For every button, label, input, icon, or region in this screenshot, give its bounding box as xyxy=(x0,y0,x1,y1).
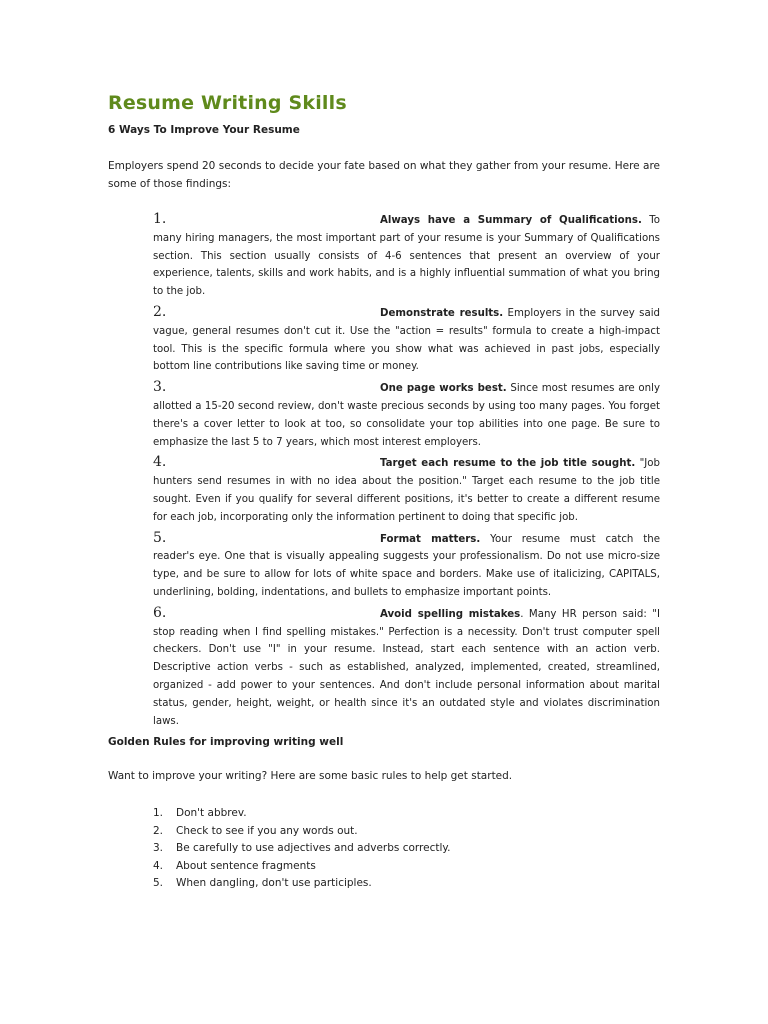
way-text: To many hiring managers, the most important part of your resume is your Summary of Qualifications section. This section usually consists of 4-6 sentences that present an overview of your experience, talents, skills and work habits, and is a highly influential summation of what you bring to the job. xyxy=(153,215,660,298)
way-text: Since most resumes are only allotted a 15-20 second review, don't waste precious seconds by using too many pages. You forget there's a cover letter to look at too, so consolidate your top abilities into one page. Be sure to emphasize the last 5 to 7 years, which most interest employers. xyxy=(153,383,660,448)
page-subtitle: 6 Ways To Improve Your Resume xyxy=(108,124,300,136)
way-heading: Target each resume to the job title sought. xyxy=(380,458,636,470)
way-number: 5. xyxy=(153,529,167,546)
golden-rules-heading: Golden Rules for improving writing well xyxy=(108,736,344,748)
golden-rules-intro: Want to improve your writing? Here are some basic rules to help get started. xyxy=(108,770,513,782)
way-number: 1. xyxy=(153,211,167,227)
way-item xyxy=(153,380,660,451)
way-text: Your resume must catch the reader's eye. One that is visually appealing suggests your professionalism. Do not use micro-size type, and be sure to allow for lots of white space and borders. Make use of italicizing, CAPITALS, underlining, bolding, indentations, and bullets to emphasize important points. xyxy=(153,533,660,598)
way-text: Employers in the survey said vague, general resumes don't cut it. Use the "action = results" formula to create a high-impact tool. This is the specific formula where you show what was achieved in past jobs, especially bottom line contributions like saving time or money. xyxy=(153,307,661,373)
list-item xyxy=(153,875,450,893)
way-item xyxy=(153,212,660,301)
page-title: Resume Writing Skills xyxy=(108,92,347,114)
rule-number: 2. xyxy=(153,824,164,837)
way-heading: Format matters. xyxy=(380,533,481,545)
rule-text: Be carefully to use adjectives and adverbs correctly. xyxy=(176,842,451,855)
rule-number: 3. xyxy=(153,842,164,855)
way-text: "Job hunters send resumes in with no idea about the position." Target each resume to the job title sought. Even if you qualify for several different positions, it's better to create a different resume for each job, incorporating only the information pertinent to doing that specific job. xyxy=(153,458,660,523)
way-number: 2. xyxy=(153,303,167,320)
intro-paragraph: Employers spend 20 seconds to decide your fate based on what they gather from your resume. Here are some of those findings: xyxy=(108,160,660,190)
way-heading: One page works best. xyxy=(380,383,507,395)
rule-number: 5. xyxy=(153,877,164,890)
way-item xyxy=(153,606,660,731)
rule-number: 1. xyxy=(153,807,164,819)
rule-text: When dangling, don't use participles. xyxy=(176,877,372,890)
rules-list xyxy=(153,805,450,893)
rule-text: About sentence fragments xyxy=(176,859,316,872)
list-item xyxy=(153,858,450,876)
rule-text: Check to see if you any words out. xyxy=(176,824,358,837)
way-heading: Always have a Summary of Qualifications. xyxy=(380,215,642,226)
rule-text: Don't abbrev. xyxy=(176,807,247,819)
way-number: 6. xyxy=(153,604,167,621)
way-number: 4. xyxy=(153,454,167,471)
list-item xyxy=(153,805,450,823)
way-item xyxy=(153,455,660,526)
way-number: 3. xyxy=(153,379,167,396)
way-heading: Avoid spelling mistakes xyxy=(380,608,521,620)
way-text: . Many HR person said: "I stop reading when I find spelling mistakes." Perfection is a necessity. Don't trust computer spell checkers. Don't use "I" in your resume. Instead, start each sentence with an action verb. Descriptive action verbs - such as established, analyzed, implemented, created, streamlined, organized - add power to your sentences. And don't include personal information about marital status, gender, height, weight, or health since it's an outdated style and violates discrimination laws. xyxy=(153,608,660,727)
rule-number: 4. xyxy=(153,859,164,872)
way-item xyxy=(153,531,660,602)
way-item xyxy=(153,305,660,376)
list-item xyxy=(153,823,450,841)
list-item xyxy=(153,840,450,858)
way-heading: Demonstrate results. xyxy=(380,307,504,319)
ways-list xyxy=(153,212,660,734)
